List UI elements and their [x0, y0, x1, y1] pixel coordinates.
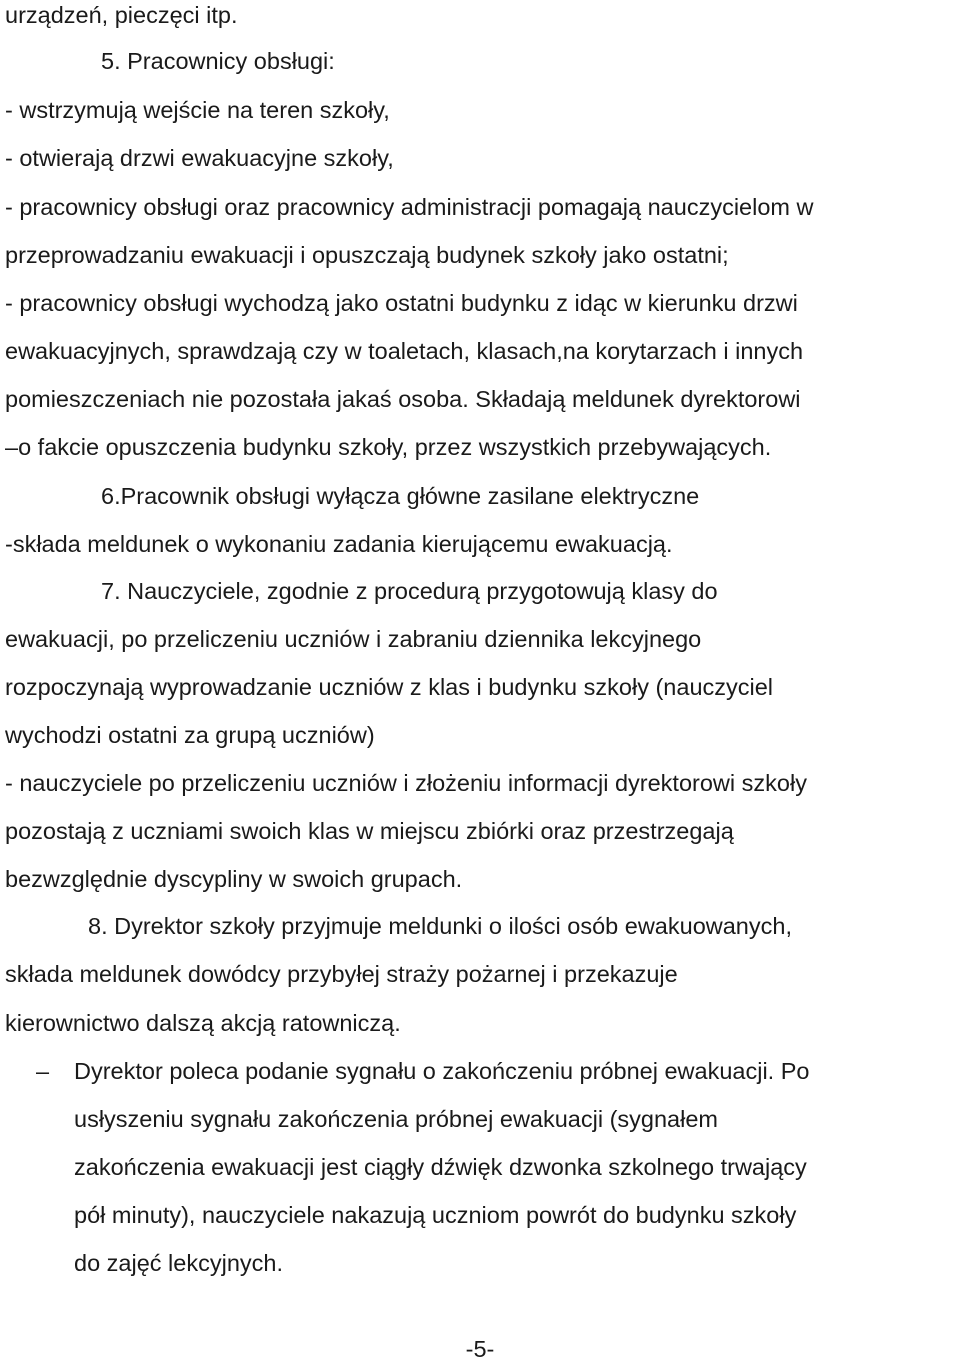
text-line: –o fakcie opuszczenia budynku szkoły, przez wszystkich przebywających. [5, 434, 772, 460]
text-line: ewakuacyjnych, sprawdzają czy w toaletach, klasach,na korytarzach i innych [5, 338, 804, 364]
text-line: - pracownicy obsługi wychodzą jako ostatni budynku z idąc w kierunku drzwi [5, 290, 798, 316]
bullet-text-line: pół minuty), nauczyciele nakazują uczniom powrót do budynku szkoły [74, 1202, 797, 1228]
text-line: - pracownicy obsługi oraz pracownicy administracji pomagają nauczycielom w [5, 194, 814, 220]
bullet-text-line: Dyrektor poleca podanie sygnału o zakończeniu próbnej ewakuacji. Po [74, 1058, 810, 1084]
section-heading-8: 8. Dyrektor szkoły przyjmuje meldunki o ilości osób ewakuowanych, [88, 913, 792, 939]
text-line: - otwierają drzwi ewakuacyjne szkoły, [5, 145, 394, 171]
bullet-text-line: zakończenia ewakuacji jest ciągły dźwięk dzwonka szkolnego trwający [74, 1154, 807, 1180]
section-heading-5: 5. Pracownicy obsługi: [101, 48, 335, 74]
text-line: składa meldunek dowódcy przybyłej straży pożarnej i przekazuje [5, 961, 678, 987]
page-number: -5- [465, 1336, 495, 1362]
text-line: rozpoczynają wyprowadzanie uczniów z klas i budynku szkoły (nauczyciel [5, 674, 774, 700]
text-line: bezwzględnie dyscypliny w swoich grupach. [5, 866, 463, 892]
text-line: - nauczyciele po przeliczeniu uczniów i złożeniu informacji dyrektorowi szkoły [5, 770, 807, 796]
section-heading-7: 7. Nauczyciele, zgodnie z procedurą przygotowują klasy do [101, 578, 718, 604]
text-line: pomieszczeniach nie pozostała jakaś osoba. Składają meldunek dyrektorowi [5, 386, 801, 412]
text-line: ewakuacji, po przeliczeniu uczniów i zabraniu dziennika lekcyjnego [5, 626, 702, 652]
text-line: -składa meldunek o wykonaniu zadania kierującemu ewakuacją. [5, 531, 673, 557]
text-line: pozostają z uczniami swoich klas w miejscu zbiórki oraz przestrzegają [5, 818, 734, 844]
dash-bullet: – [36, 1058, 50, 1084]
bullet-text-line: do zajęć lekcyjnych. [74, 1250, 283, 1276]
bullet-text-line: usłyszeniu sygnału zakończenia próbnej ewakuacji (sygnałem [74, 1106, 718, 1132]
text-line: - wstrzymują wejście na teren szkoły, [5, 97, 390, 123]
text-line: przeprowadzaniu ewakuacji i opuszczają budynek szkoły jako ostatni; [5, 242, 729, 268]
text-line: urządzeń, pieczęci itp. [5, 2, 238, 28]
text-line: kierownictwo dalszą akcją ratowniczą. [5, 1010, 401, 1036]
text-line: wychodzi ostatni za grupą uczniów) [5, 722, 375, 748]
section-heading-6: 6.Pracownik obsługi wyłącza główne zasilane elektryczne [101, 483, 700, 509]
